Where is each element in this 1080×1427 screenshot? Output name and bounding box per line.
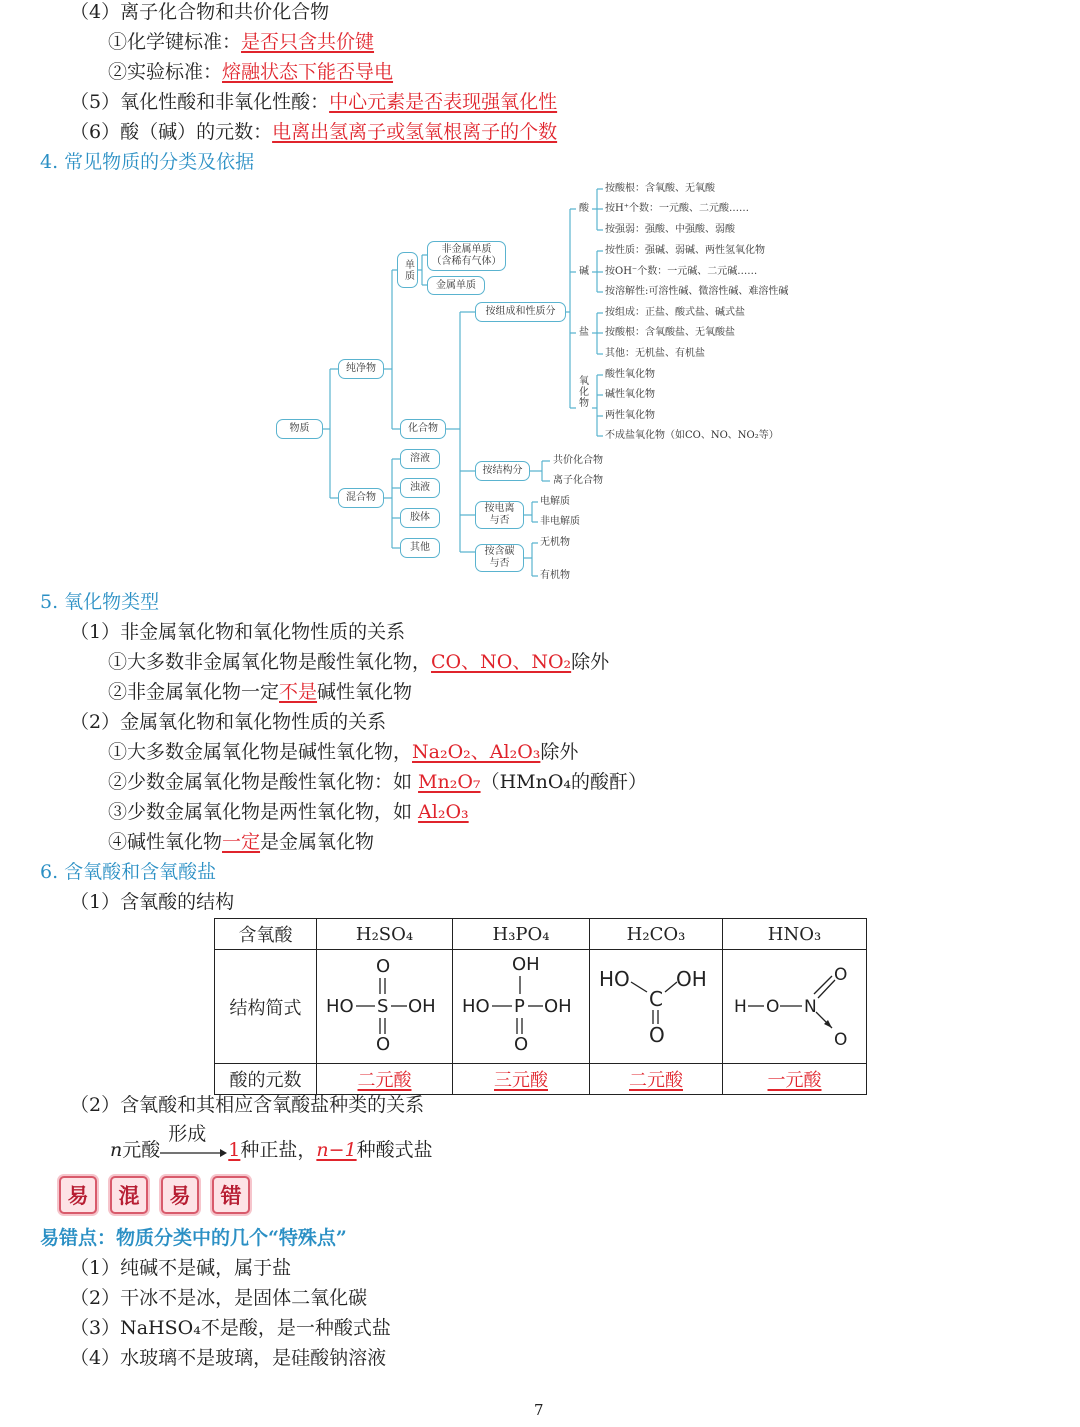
svg-text:H: H [733, 997, 747, 1017]
row-label: 结构简式 [215, 950, 317, 1064]
item5: （5）氧化性酸和非氧化性酸：中心元素是否表现强氧化性 [70, 91, 558, 113]
mistake-item: （2）干冰不是冰，是固体二氧化碳 [70, 1287, 368, 1309]
svg-text:S: S [376, 996, 388, 1017]
tree-base: 碱 [579, 266, 589, 277]
tree-by-structure: 按结构分 [475, 461, 530, 481]
answer: CO、NO、NO₂ [431, 651, 572, 673]
mistakes-heading: 易错点：物质分类中的几个“特殊点” [40, 1227, 347, 1249]
tree-by-ionization: 按电离与否 [475, 501, 524, 529]
answer: 不是 [279, 681, 318, 703]
svg-text:HO: HO [325, 996, 354, 1017]
svg-text:O: O [765, 997, 779, 1017]
mixture-item: 其他 [400, 538, 440, 558]
tree-oxide: 氧化物 [579, 376, 589, 409]
row-label: 酸的元数 [215, 1064, 317, 1095]
mixture-item: 浊液 [400, 478, 440, 498]
svg-text:N: N [803, 997, 817, 1017]
svg-text:HO: HO [599, 967, 630, 991]
section5-p2c: ③少数金属氧化物是两性氧化物，如 Al₂O₃ [108, 801, 469, 823]
acid-name: H₃PO₄ [453, 919, 590, 950]
badge: 错 [212, 1176, 250, 1214]
mistake-item: （1）纯碱不是碱，属于盐 [70, 1257, 292, 1279]
acid-item: 按强弱：强酸、中强酸、弱酸 [605, 224, 735, 235]
structure-h2co3 [590, 950, 723, 1064]
oxide-item: 两性氧化物 [605, 410, 655, 421]
answer-oxidizing: 中心元素是否表现强氧化性 [329, 91, 558, 113]
svg-text:HO: HO [462, 996, 490, 1017]
tree-element: 单质 [397, 252, 418, 288]
structure-h2so4 [317, 950, 453, 1064]
svg-text:OH: OH [512, 954, 540, 975]
svg-text:O: O [833, 1030, 847, 1050]
arrow-icon [160, 1148, 228, 1158]
basicity: 三元酸 [494, 1070, 548, 1091]
answer: 一定 [222, 831, 261, 853]
section5-p2: （2）金属氧化物和氧化物性质的关系 [70, 711, 387, 733]
answer: Na₂O₂、Al₂O₃ [412, 741, 541, 763]
basicity: 一元酸 [767, 1070, 822, 1091]
item4-sub2: ②实验标准：熔融状态下能否导电 [108, 61, 394, 83]
base-item: 按性质：强碱、弱碱、两性氢氧化物 [605, 245, 765, 256]
section5-p2d: ④碱性氧化物一定是金属氧化物 [108, 831, 375, 853]
item4-sub1: ①化学键标准：是否只含共价键 [108, 31, 375, 53]
svg-text:OH: OH [544, 996, 572, 1017]
section5-heading: 5. 氧化物类型 [40, 591, 160, 613]
badge: 混 [110, 1176, 148, 1214]
ionization-item: 非电解质 [540, 516, 580, 527]
section5-p2a: ①大多数金属氧化物是碱性氧化物，Na₂O₂、Al₂O₃除外 [108, 741, 579, 763]
h2co3-structure [591, 950, 721, 1058]
section5-p2b: ②少数金属氧化物是酸性氧化物：如 Mn₂O₇（HMnO₄的酸酐） [108, 771, 648, 793]
tree-compound: 化合物 [400, 419, 446, 439]
mistake-item: （3）NaHSO₄不是酸，是一种酸式盐 [70, 1317, 391, 1339]
mixture-item: 溶液 [400, 449, 440, 469]
salt-item: 按组成：正盐、酸式盐、碱式盐 [605, 307, 745, 318]
row-label: 含氧酸 [215, 919, 317, 950]
acid-item: 按H⁺个数：一元酸、二元酸…… [605, 203, 749, 214]
section4-heading: 4. 常见物质的分类及依据 [40, 151, 255, 173]
hno3-structure [724, 950, 866, 1058]
section5-p1a: ①大多数非金属氧化物是酸性氧化物，CO、NO、NO₂除外 [108, 651, 610, 673]
answer-conduct: 熔融状态下能否导电 [222, 61, 394, 83]
salt-formula: n元酸 形成 1种正盐，n−1种酸式盐 [110, 1123, 433, 1161]
carbon-item: 有机物 [540, 570, 570, 581]
ionization-item: 电解质 [540, 496, 570, 507]
mistake-badges [59, 1176, 263, 1214]
svg-text:O: O [375, 1034, 390, 1055]
tree-root: 物质 [276, 419, 323, 439]
answer: Al₂O₃ [418, 801, 469, 823]
svg-text:O: O [833, 965, 847, 985]
structure-item: 离子化合物 [553, 475, 603, 486]
acid-item: 按酸根：含氧酸、无氧酸 [605, 183, 715, 194]
tree-salt: 盐 [579, 327, 589, 338]
svg-text:OH: OH [407, 996, 436, 1017]
svg-text:O: O [514, 1034, 529, 1055]
section5-p1: （1）非金属氧化物和氧化物性质的关系 [70, 621, 406, 643]
section5-p1b: ②非金属氧化物一定不是碱性氧化物 [108, 681, 413, 703]
acid-name: H₂SO₄ [317, 919, 453, 950]
acid-name: H₂CO₃ [590, 919, 723, 950]
tree-connectors [0, 0, 1080, 600]
tree-pure: 纯净物 [338, 359, 384, 379]
item6: （6）酸（碱）的元数：电离出氢离子或氢氧根离子的个数 [70, 121, 558, 143]
formation-arrow: 形成 [160, 1142, 228, 1156]
tree-by-composition: 按组成和性质分 [475, 302, 566, 322]
salt-item: 其他：无机盐、有机盐 [605, 348, 705, 359]
badge: 易 [59, 1176, 97, 1214]
base-item: 按OH⁻个数：一元碱、二元碱…… [605, 266, 758, 277]
item4-title: （4）离子化合物和共价化合物 [70, 1, 330, 23]
page-number: 7 [534, 1401, 544, 1419]
answer: Mn₂O₇ [418, 771, 481, 793]
tree-nonmetal-element: 非金属单质 （含稀有气体） [427, 241, 506, 271]
basicity: 二元酸 [629, 1070, 683, 1091]
answer: n−1 [316, 1139, 357, 1161]
oxide-item: 碱性氧化物 [605, 389, 655, 400]
oxide-item: 不成盐氧化物（如CO、NO、NO₂等） [605, 430, 779, 441]
tree-metal-element: 金属单质 [427, 276, 485, 295]
section6-p1: （1）含氧酸的结构 [70, 891, 235, 913]
acid-name: HNO₃ [723, 919, 867, 950]
badge: 易 [161, 1176, 199, 1214]
oxyacid-table [214, 918, 867, 1095]
section6-heading: 6. 含氧酸和含氧酸盐 [40, 861, 217, 883]
svg-text:O: O [649, 1023, 665, 1047]
mixture-item: 胶体 [400, 508, 440, 528]
h2so4-structure [318, 950, 452, 1058]
tree-acid: 酸 [579, 203, 589, 214]
tree-mixture: 混合物 [338, 488, 384, 508]
structure-h3po4 [453, 950, 590, 1064]
salt-item: 按酸根：含氧酸盐、无氧酸盐 [605, 327, 735, 338]
section6-p2: （2）含氧酸和其相应含氧酸盐种类的关系 [70, 1094, 425, 1116]
svg-text:OH: OH [676, 967, 707, 991]
svg-text:O: O [375, 956, 390, 977]
answer: 1 [228, 1139, 241, 1161]
base-item: 按溶解性:可溶性碱、微溶性碱、难溶性碱 [605, 286, 789, 297]
structure-hno3 [723, 950, 867, 1064]
answer-covalent-bond: 是否只含共价键 [241, 31, 375, 53]
answer-ion-count: 电离出氢离子或氢氧根离子的个数 [272, 121, 558, 143]
mistake-item: （4）水玻璃不是玻璃，是硅酸钠溶液 [70, 1347, 387, 1369]
tree-by-carbon: 按含碳与否 [475, 544, 524, 572]
svg-text:C: C [649, 987, 663, 1011]
structure-item: 共价化合物 [553, 455, 603, 466]
h3po4-structure [454, 950, 588, 1058]
svg-text:P: P [514, 996, 525, 1017]
carbon-item: 无机物 [540, 537, 570, 548]
oxide-item: 酸性氧化物 [605, 369, 655, 380]
basicity: 二元酸 [357, 1070, 412, 1091]
